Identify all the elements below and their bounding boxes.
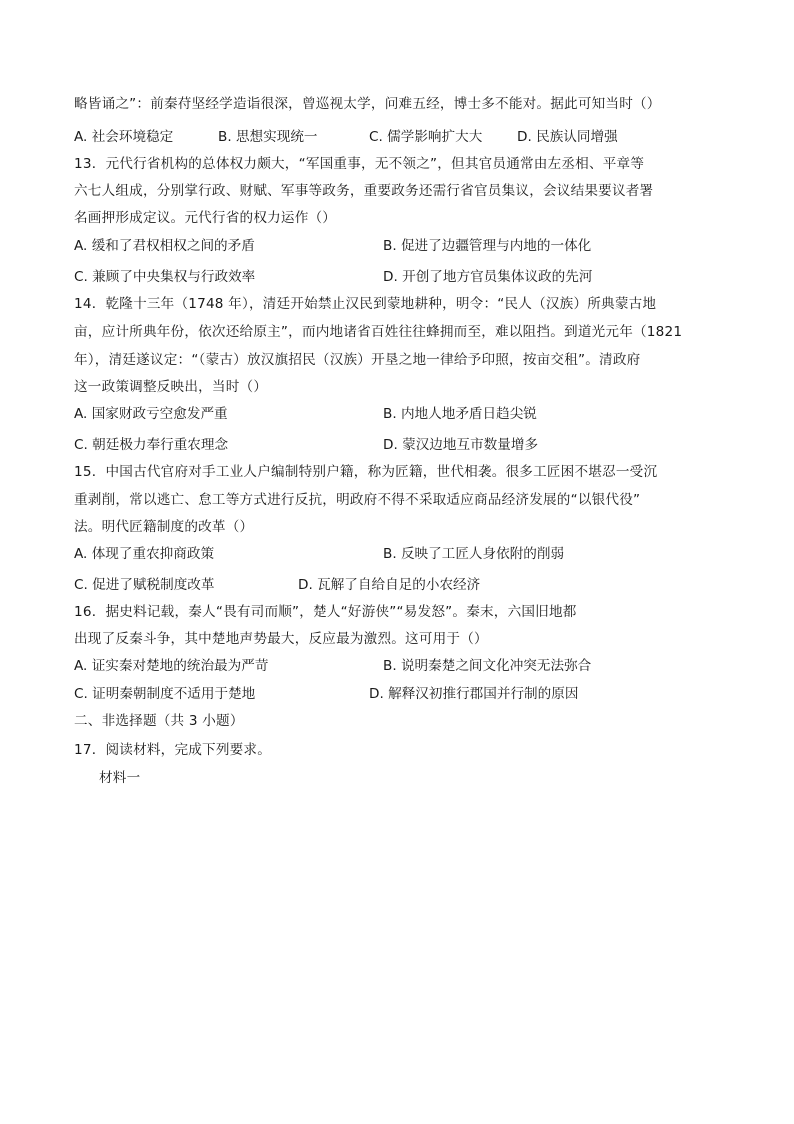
q17-stem: 17．阅读材料，完成下列要求。	[74, 742, 272, 758]
q16-option-a: A. 证实秦对楚地的统治最为严苛	[74, 658, 269, 674]
q16-stem-line: 16．据史料记载，秦人“畏有司而顺”，楚人“好游侠”“易发怒”。秦末，六国旧地都	[74, 604, 577, 620]
material-label: 材料一	[99, 770, 141, 786]
q12-stem: 略皆诵之”：前秦苻坚经学造诣很深，曾巡视太学，问难五经，博士多不能对。据此可知当时（）	[74, 96, 661, 112]
q14-stem-line: 年），清廷遂议定：“（蒙古）放汉旗招民（汉族）开垦之地一律给予印照，按亩交租”。清政府	[74, 352, 641, 368]
q14-stem-line: 14．乾隆十三年（1748 年），清廷开始禁止汉民到蒙地耕种，明令：“民人（汉族）所典蒙古地	[74, 296, 657, 312]
q15-option-a: A. 体现了重农抑商政策	[74, 546, 215, 562]
q12-option-d: D. 民族认同增强	[517, 129, 618, 145]
q16-option-d: D. 解释汉初推行郡国并行制的原因	[369, 686, 579, 702]
q15-option-c: C. 促进了赋税制度改革	[74, 577, 215, 593]
q14-option-d: D. 蒙汉边地互市数量增多	[383, 437, 539, 453]
q12-option-b: B. 思想实现统一	[218, 129, 318, 145]
q14-option-b: B. 内地人地矛盾日趋尖锐	[383, 406, 537, 422]
q12-option-a: A. 社会环境稳定	[74, 129, 174, 145]
q13-option-c: C. 兼顾了中央集权与行政效率	[74, 269, 256, 285]
q14-option-c: C. 朝廷极力奉行重农理念	[74, 437, 229, 453]
q13-stem-line: 六七人组成，分别掌行政、财赋、军事等政务，重要政务还需行省官员集议，会议结果要议者署	[74, 183, 654, 199]
q16-option-c: C. 证明秦朝制度不适用于楚地	[74, 686, 256, 702]
q13-option-a: A. 缓和了君权相权之间的矛盾	[74, 238, 255, 254]
q16-stem-line: 出现了反秦斗争，其中楚地声势最大，反应最为激烈。这可用于（）	[74, 631, 488, 647]
q16-option-b: B. 说明秦楚之间文化冲突无法弥合	[383, 658, 592, 674]
q15-option-d: D. 瓦解了自给自足的小农经济	[298, 577, 481, 593]
q13-option-d: D. 开创了地方官员集体议政的先河	[383, 269, 593, 285]
q14-stem-line: 这一政策调整反映出，当时（）	[74, 379, 268, 395]
q15-stem-line: 法。明代匠籍制度的改革（）	[74, 519, 254, 535]
q13-stem-line: 名画押形成定议。元代行省的权力运作（）	[74, 210, 337, 226]
section-heading: 二、非选择题（共 3 小题）	[74, 713, 244, 729]
q15-stem-line: 重剥削，常以逃亡、怠工等方式进行反抗，明政府不得不采取适应商品经济发展的“以银代役”	[74, 492, 641, 508]
q14-stem-line: 亩，应计所典年份，依次还给原主”，而内地诸省百姓往往蜂拥而至，难以阻挡。到道光元年（1821	[74, 324, 683, 340]
q13-stem-line: 13．元代行省机构的总体权力颇大，“军国重事，无不领之”，但其官员通常由左丞相、平章等	[74, 156, 645, 172]
q14-option-a: A. 国家财政亏空愈发严重	[74, 406, 228, 422]
q15-stem-line: 15．中国古代官府对手工业人户编制特别户籍，称为匠籍，世代相袭。很多工匠困不堪忍一受沉	[74, 464, 658, 480]
q12-option-c: C. 儒学影响扩大大	[369, 129, 483, 145]
q15-option-b: B. 反映了工匠人身依附的削弱	[383, 546, 565, 562]
q13-option-b: B. 促进了边疆管理与内地的一体化	[383, 238, 592, 254]
